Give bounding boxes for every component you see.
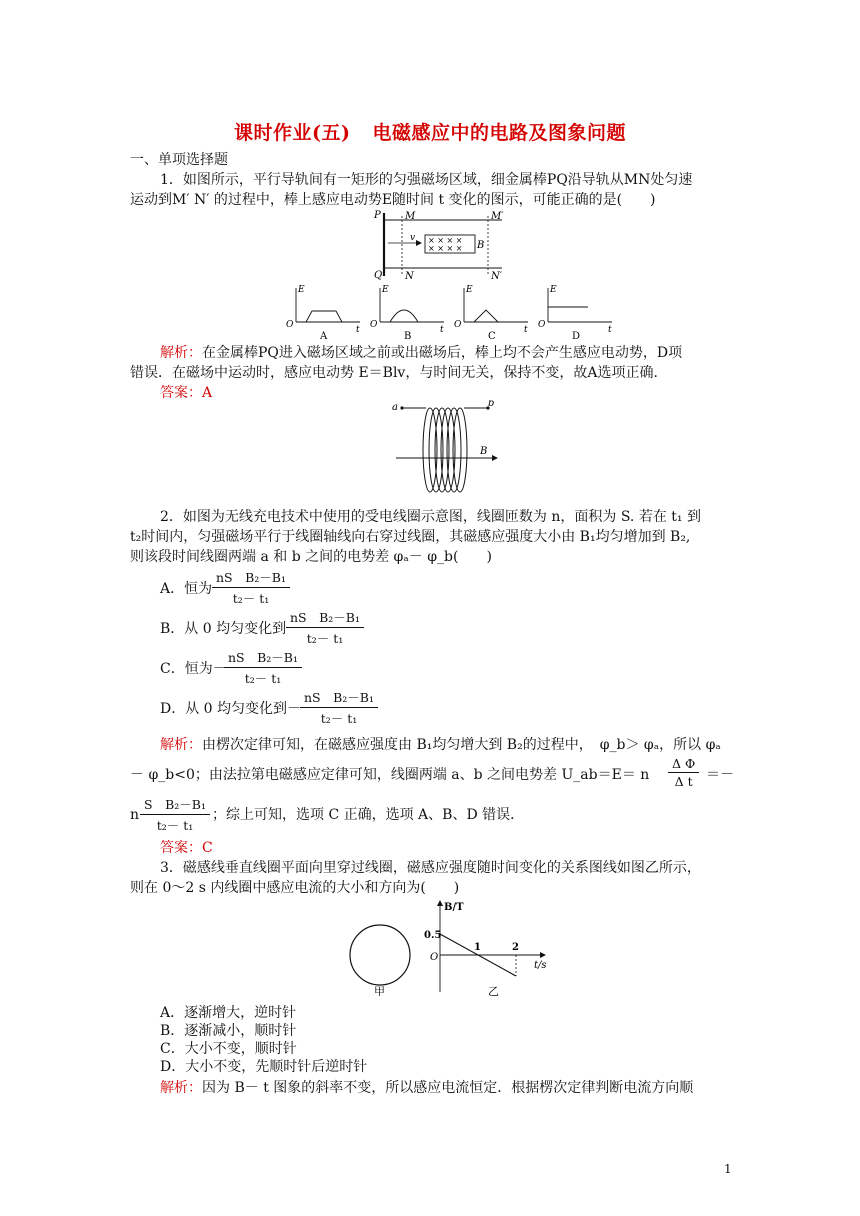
q2-option-b-fraction xyxy=(286,608,364,647)
q2-analysis-n: n xyxy=(130,807,140,823)
field-crosses-top: × × × × xyxy=(428,236,463,245)
graph-B xyxy=(370,285,444,342)
fraction-denominator: t₂－ t₁ xyxy=(244,671,282,686)
label-v: v xyxy=(410,233,416,243)
fraction-denominator: Δ t xyxy=(674,774,693,789)
fraction-denominator: t₂－ t₁ xyxy=(306,631,344,646)
q3-option-c: C．大小不变，顺时针 xyxy=(160,1041,297,1057)
axis-t-B: t xyxy=(440,325,444,335)
q1-analysis-line1 xyxy=(160,343,682,363)
axis-E-B: E xyxy=(382,285,389,295)
label-P: P xyxy=(374,210,381,221)
origin-C: O xyxy=(454,320,462,330)
q2-analysis-line1 xyxy=(160,735,721,755)
q2-analysis-line2-end: ＝－ xyxy=(706,767,734,783)
page-title xyxy=(0,118,860,145)
origin-D: O xyxy=(538,320,546,330)
coil-label-b: b xyxy=(488,400,495,409)
q2-line1: 2．如图为无线充电技术中使用的受电线圈示意图，线圈匝数为 n，面积为 S. 若在 t₁ 到 xyxy=(160,509,701,525)
label-jia: 甲 xyxy=(374,985,385,996)
fraction-numerator: nS B₂－B₁ xyxy=(216,570,287,585)
q3-line1: 3．磁感线垂直线圈平面向里穿过线圈，磁感应强度随时间变化的关系图线如图乙所示， xyxy=(160,860,701,876)
q2-option-c-label: C．恒为－ xyxy=(160,661,227,677)
coil-label-a: a xyxy=(392,402,398,413)
q2-answer: 答案：C xyxy=(160,840,213,856)
fraction-denominator: t₂－ t₁ xyxy=(232,591,270,606)
section-heading: 一、单项选择题 xyxy=(130,152,228,168)
q2-analysis-text1: 由楞次定律可知，在磁感应强度由 B₁均匀增大到 B₂的过程中， φ_b＞ φₐ，所以 φₐ xyxy=(202,737,721,753)
q1-line1: 1．如图所示，平行导轨间有一矩形的匀强磁场区域，细金属棒PQ沿导轨从MN处匀速 xyxy=(160,172,693,188)
fraction-numerator: nS B₂－B₁ xyxy=(304,690,375,705)
q2-option-c-fraction xyxy=(224,648,302,687)
axis-E-A: E xyxy=(298,285,305,295)
axis-label-BT: B/T xyxy=(444,902,464,913)
fraction-numerator: nS B₂－B₁ xyxy=(290,610,361,625)
label-M: M xyxy=(405,211,416,222)
q1-answer: 答案：A xyxy=(160,385,213,401)
q2-option-d-label: D．从 0 均匀变化到－ xyxy=(160,701,302,717)
q1-graph-options xyxy=(284,282,614,342)
axis-t-D: t xyxy=(608,325,612,335)
label-M-prime: M′ xyxy=(491,211,504,222)
analysis-label: 解析： xyxy=(160,737,202,753)
q3-figure xyxy=(340,898,560,996)
q1-rail-figure xyxy=(370,208,520,280)
fraction-denominator: t₂－ t₁ xyxy=(156,818,194,833)
page-number: 1 xyxy=(724,1162,732,1176)
q2-option-d-fraction xyxy=(300,688,378,727)
origin-A: O xyxy=(286,320,294,330)
axis-label-ts: t/s xyxy=(534,960,547,971)
graph-D xyxy=(538,285,612,342)
title-part2: 电磁感应中的电路及图象问题 xyxy=(372,122,626,144)
axis-E-C: E xyxy=(466,285,473,295)
q1-line2: 运动到M′ N′ 的过程中，棒上感应电动势E随时间 t 变化的图示，可能正确的是( ) xyxy=(130,192,656,208)
tick-1: 1 xyxy=(474,942,481,953)
option-label-A: A xyxy=(320,331,328,342)
q2-analysis-fraction-dphi xyxy=(668,756,699,789)
option-label-C: C xyxy=(488,331,496,342)
q1-analysis-text1: 在金属棒PQ进入磁场区域之前或出磁场后，棒上均不会产生感应电动势，D项 xyxy=(202,345,683,361)
fraction-numerator: nS B₂－B₁ xyxy=(228,650,299,665)
q3-analysis-line1 xyxy=(160,1078,693,1098)
axis-t-C: t xyxy=(524,325,528,335)
tick-2: 2 xyxy=(512,942,519,953)
label-yi: 乙 xyxy=(488,985,499,996)
q3-option-a: A．逐渐增大，逆时针 xyxy=(160,1005,297,1021)
q2-analysis-line3: ；综上可知，选项 C 正确，选项 A、B、D 错误． xyxy=(212,807,525,823)
fraction-numerator: S B₂－B₁ xyxy=(144,797,206,812)
axis-E-D: E xyxy=(550,285,557,295)
label-N: N xyxy=(405,271,414,280)
q2-analysis-line2: － φ_b<0；由法拉第电磁感应定律可知，线圈两端 a、b 之间电势差 U_ab＝E＝ n xyxy=(130,767,650,783)
option-label-D: D xyxy=(572,331,581,342)
q2-line2: t₂时间内，匀强磁场平行于线圈轴线向右穿过线圈，其磁感应强度大小由 B₁均匀增加到 B₂, xyxy=(130,529,691,545)
fraction-numerator: Δ Φ xyxy=(672,756,696,771)
q3-option-b: B．逐渐减小，顺时针 xyxy=(160,1023,297,1039)
q3-analysis-text1: 因为 B－ t 图象的斜率不变，所以感应电流恒定．根据楞次定律判断电流方向顺 xyxy=(202,1080,694,1096)
origin-O: O xyxy=(430,952,439,963)
label-N-prime: N′ xyxy=(491,271,503,280)
graph-C xyxy=(454,285,528,342)
analysis-label: 解析： xyxy=(160,345,202,361)
q2-option-a-fraction xyxy=(212,568,290,607)
q3-option-d: D．大小不变，先顺时针后逆时针 xyxy=(160,1059,368,1075)
coil-figure xyxy=(392,400,502,502)
q2-line3: 则该段时间线圈两端 a 和 b 之间的电势差 φₐ－ φ_b( ) xyxy=(130,549,492,565)
q3-line2: 则在 0～2 s 内线圈中感应电流的大小和方向为( ) xyxy=(130,880,460,896)
label-Q: Q xyxy=(374,270,383,280)
origin-B: O xyxy=(370,320,378,330)
q2-option-b-label: B．从 0 均匀变化到 xyxy=(160,621,287,637)
coil-label-B: B xyxy=(480,446,488,457)
axis-t-A: t xyxy=(356,325,360,335)
q2-analysis-fraction-result xyxy=(140,795,210,834)
graph-A xyxy=(286,285,360,342)
q1-analysis-line2: 错误．在磁场中运动时，感应电动势 E＝Blv，与时间无关，保持不变，故A选项正确． xyxy=(130,365,668,381)
option-label-B: B xyxy=(404,331,412,342)
analysis-label: 解析： xyxy=(160,1080,202,1096)
label-B: B xyxy=(477,240,485,251)
field-crosses-bottom: × × × × xyxy=(428,244,463,253)
title-part1: 课时作业(五) xyxy=(234,122,351,144)
tick-0.5: 0.5 xyxy=(424,930,442,941)
fraction-denominator: t₂－ t₁ xyxy=(320,711,358,726)
q2-option-a-label: A．恒为 xyxy=(160,581,213,597)
